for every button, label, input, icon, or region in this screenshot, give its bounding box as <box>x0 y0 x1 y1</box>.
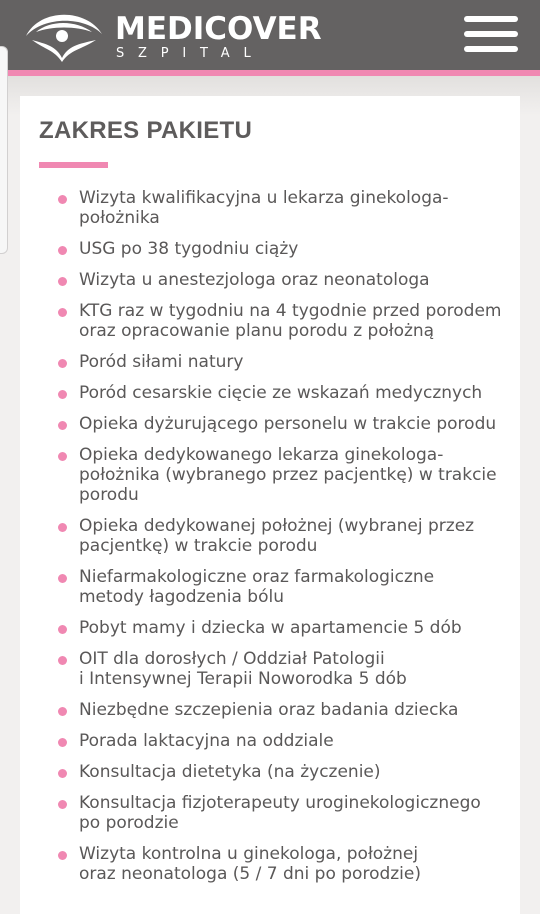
list-item <box>58 445 508 505</box>
list-item-text: Niefarmakologiczne oraz farmakologiczne metody łagodzenia bólu <box>79 567 435 607</box>
side-drawer-handle[interactable] <box>0 46 8 254</box>
list-item-text: KTG raz w tygodniu na 4 tygodnie przed porodem oraz opracowanie planu porodu z położną <box>79 301 502 341</box>
list-item-text: Konsultacja dietetyka (na życzenie) <box>79 762 381 782</box>
list-item <box>58 793 508 833</box>
list-item <box>58 516 508 556</box>
bullet-icon <box>58 656 67 665</box>
section-title: ZAKRES PAKIETU <box>39 117 253 144</box>
title-underline <box>39 162 108 168</box>
list-item-text: USG po 38 tygodniu ciąży <box>79 239 299 259</box>
list-item-text: Poród siłami natury <box>79 352 244 372</box>
list-item-text: Poród cesarskie cięcie ze wskazań medycznych <box>79 383 483 403</box>
list-item <box>58 188 508 228</box>
list-item <box>58 649 508 689</box>
bullet-icon <box>58 851 67 860</box>
bullet-icon <box>58 390 67 399</box>
bullet-icon <box>58 625 67 634</box>
list-item <box>58 567 508 607</box>
list-item-text: Wizyta kwalifikacyjna u lekarza ginekologa- położnika <box>79 188 449 228</box>
brand-subtitle: SZPITAL <box>116 46 265 61</box>
bullet-icon <box>58 308 67 317</box>
bullet-icon <box>58 738 67 747</box>
list-item-text: Wizyta kontrolna u ginekologa, położnej oraz neonatologa (5 / 7 dni po porodzie) <box>79 844 421 884</box>
bullet-icon <box>58 359 67 368</box>
list-item <box>58 700 508 720</box>
bullet-icon <box>58 800 67 809</box>
bullet-icon <box>58 769 67 778</box>
list-item-text: Opieka dedykowanego lekarza ginekologa- położnika (wybranego przez pacjentkę) w trakcie porodu <box>79 445 497 505</box>
list-item-text: Porada laktacyjna na oddziale <box>79 731 334 751</box>
list-item-text: Niezbędne szczepienia oraz badania dziecka <box>79 700 459 720</box>
menu-line <box>464 31 518 37</box>
medicover-logo-icon[interactable] <box>22 6 104 64</box>
bullet-icon <box>58 523 67 532</box>
list-item-text: Pobyt mamy i dziecka w apartamencie 5 dób <box>79 618 462 638</box>
bullet-icon <box>58 195 67 204</box>
bullet-icon <box>58 421 67 430</box>
menu-line <box>464 16 518 22</box>
package-list <box>58 188 508 895</box>
list-item-text: Opieka dedykowanej położnej (wybranej przez pacjentkę) w trakcie porodu <box>79 516 475 556</box>
brand-name[interactable]: MEDICOVER <box>115 11 322 47</box>
list-item-text: Opieka dyżurującego personelu w trakcie porodu <box>79 414 497 434</box>
bullet-icon <box>58 277 67 286</box>
list-item <box>58 239 508 259</box>
list-item <box>58 844 508 884</box>
list-item <box>58 383 508 403</box>
bullet-icon <box>58 246 67 255</box>
site-header <box>0 0 540 70</box>
list-item <box>58 618 508 638</box>
list-item <box>58 301 508 341</box>
list-item-text: Konsultacja fizjoterapeuty uroginekologicznego po porodzie <box>79 793 481 833</box>
list-item <box>58 762 508 782</box>
list-item-text: Wizyta u anestezjologa oraz neonatologa <box>79 270 430 290</box>
list-item-text: OIT dla dorosłych / Oddział Patologii i Intensywnej Terapii Noworodka 5 dób <box>79 649 407 689</box>
menu-line <box>464 46 518 52</box>
list-item <box>58 414 508 434</box>
list-item <box>58 731 508 751</box>
bullet-icon <box>58 707 67 716</box>
bullet-icon <box>58 452 67 461</box>
bullet-icon <box>58 574 67 583</box>
hamburger-menu-icon[interactable] <box>464 16 518 54</box>
list-item <box>58 352 508 372</box>
list-item <box>58 270 508 290</box>
